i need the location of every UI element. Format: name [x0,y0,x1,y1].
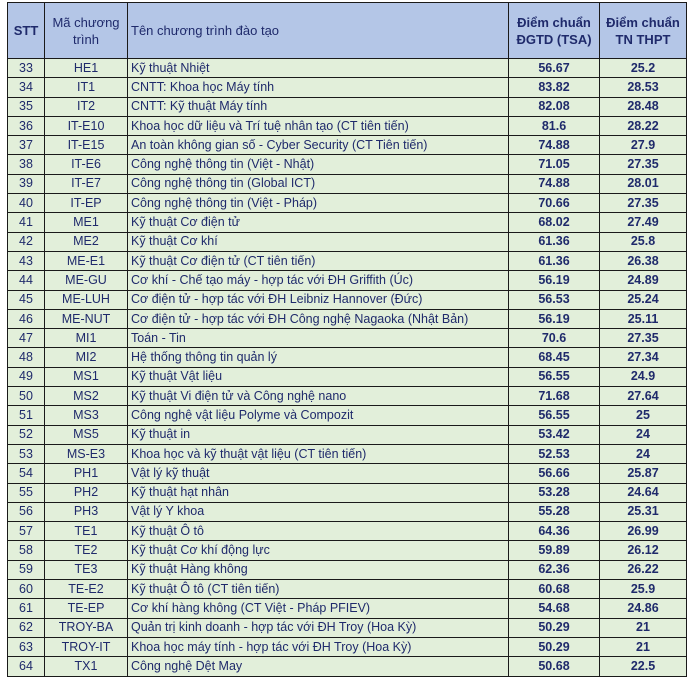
cell-program-code: IT-E10 [45,116,128,135]
table-row [8,502,687,521]
table-row [8,406,687,425]
table-row [8,657,687,676]
cell-tsa-score: 56.19 [509,309,600,328]
table-row [8,348,687,367]
cell-program-name: Khoa học máy tính - hợp tác với ĐH Troy (Hoa Kỳ) [128,637,509,656]
header-program-name: Tên chương trình đào tạo [128,3,509,59]
cell-stt: 42 [8,232,45,251]
cell-program-name: Kỹ thuật in [128,425,509,444]
cell-tsa-score: 68.45 [509,348,600,367]
cell-stt: 54 [8,464,45,483]
cell-tsa-score: 74.88 [509,174,600,193]
cell-program-code: TE2 [45,541,128,560]
table-row [8,174,687,193]
cell-program-name: Công nghệ vật liệu Polyme và Compozit [128,406,509,425]
cell-program-code: TE-E2 [45,580,128,599]
cell-program-name: Kỹ thuật Cơ điện tử [128,213,509,232]
table-row [8,271,687,290]
cell-program-name: Kỹ thuật Nhiệt [128,59,509,78]
cell-program-name: Cơ điện tử - hợp tác với ĐH Leibniz Hannover (Đức) [128,290,509,309]
cell-stt: 39 [8,174,45,193]
cell-stt: 64 [8,657,45,676]
cell-program-code: TE3 [45,560,128,579]
header-row [8,3,687,59]
cell-program-code: IT2 [45,97,128,116]
header-tsa-score [509,3,600,59]
header-stt: STT [8,3,45,59]
cell-tsa-score: 59.89 [509,541,600,560]
cell-program-name: Công nghệ thông tin (Việt - Pháp) [128,194,509,213]
cell-thpt-score: 25.9 [600,580,687,599]
cell-thpt-score: 21 [600,618,687,637]
cell-tsa-score: 61.36 [509,232,600,251]
table-row [8,637,687,656]
table-row [8,367,687,386]
cell-thpt-score: 27.9 [600,136,687,155]
cell-program-code: PH3 [45,502,128,521]
cell-tsa-score: 82.08 [509,97,600,116]
cell-stt: 47 [8,329,45,348]
table-row [8,541,687,560]
cell-program-name: Kỹ thuật hạt nhân [128,483,509,502]
table-row [8,155,687,174]
cell-stt: 33 [8,59,45,78]
cell-tsa-score: 64.36 [509,522,600,541]
cell-program-code: TE-EP [45,599,128,618]
cell-program-name: Kỹ thuật Ô tô [128,522,509,541]
cell-thpt-score: 25 [600,406,687,425]
cell-thpt-score: 25.87 [600,464,687,483]
cell-program-name: Khoa học dữ liệu và Trí tuệ nhân tạo (CT tiên tiến) [128,116,509,135]
cell-thpt-score: 28.01 [600,174,687,193]
cell-program-code: HE1 [45,59,128,78]
cell-thpt-score: 25.8 [600,232,687,251]
table-row [8,136,687,155]
cell-thpt-score: 26.12 [600,541,687,560]
cell-tsa-score: 70.6 [509,329,600,348]
cell-program-name: Cơ khí - Chế tạo máy - hợp tác với ĐH Griffith (Úc) [128,271,509,290]
cell-program-code: MS3 [45,406,128,425]
cell-stt: 49 [8,367,45,386]
table-row [8,59,687,78]
admission-scores-table-container [7,2,687,677]
cell-tsa-score: 56.19 [509,271,600,290]
cell-stt: 52 [8,425,45,444]
table-header [8,3,687,59]
cell-stt: 62 [8,618,45,637]
cell-thpt-score: 27.35 [600,155,687,174]
cell-program-name: Kỹ thuật Vi điện tử và Công nghệ nano [128,387,509,406]
cell-stt: 34 [8,78,45,97]
table-row [8,599,687,618]
cell-tsa-score: 52.53 [509,444,600,463]
cell-stt: 53 [8,444,45,463]
cell-program-name: Kỹ thuật Ô tô (CT tiên tiến) [128,580,509,599]
cell-program-name: Công nghệ Dệt May [128,657,509,676]
table-row [8,251,687,270]
cell-program-name: Cơ khí hàng không (CT Việt - Pháp PFIEV) [128,599,509,618]
header-program-code-label: Mã chương trình [52,14,120,47]
cell-thpt-score: 25.31 [600,502,687,521]
cell-program-code: IT-EP [45,194,128,213]
cell-tsa-score: 50.68 [509,657,600,676]
cell-program-code: ME-NUT [45,309,128,328]
cell-thpt-score: 24.86 [600,599,687,618]
cell-tsa-score: 74.88 [509,136,600,155]
cell-program-name: Công nghệ thông tin (Việt - Nhật) [128,155,509,174]
cell-stt: 37 [8,136,45,155]
cell-program-code: ME2 [45,232,128,251]
cell-program-code: MI2 [45,348,128,367]
cell-program-code: ME-GU [45,271,128,290]
cell-stt: 40 [8,194,45,213]
cell-thpt-score: 27.35 [600,329,687,348]
table-row [8,444,687,463]
header-thpt-score-label: Điểm chuẩn TN THPT [606,14,680,47]
cell-thpt-score: 22.5 [600,657,687,676]
cell-tsa-score: 55.28 [509,502,600,521]
cell-program-code: IT1 [45,78,128,97]
cell-thpt-score: 27.35 [600,194,687,213]
cell-tsa-score: 56.67 [509,59,600,78]
cell-thpt-score: 24.9 [600,367,687,386]
cell-stt: 45 [8,290,45,309]
cell-program-name: Kỹ thuật Vật liệu [128,367,509,386]
cell-program-name: Toán - Tin [128,329,509,348]
header-tsa-score-label: Điểm chuẩn ĐGTD (TSA) [516,14,592,47]
table-row [8,618,687,637]
cell-tsa-score: 70.66 [509,194,600,213]
cell-tsa-score: 56.53 [509,290,600,309]
cell-thpt-score: 25.24 [600,290,687,309]
cell-program-code: MS1 [45,367,128,386]
table-row [8,290,687,309]
cell-stt: 48 [8,348,45,367]
cell-thpt-score: 24.89 [600,271,687,290]
table-row [8,425,687,444]
cell-program-code: PH1 [45,464,128,483]
table-row [8,78,687,97]
cell-thpt-score: 26.99 [600,522,687,541]
table-row [8,560,687,579]
cell-tsa-score: 83.82 [509,78,600,97]
cell-tsa-score: 53.42 [509,425,600,444]
cell-program-code: IT-E6 [45,155,128,174]
cell-stt: 50 [8,387,45,406]
table-row [8,213,687,232]
cell-program-code: TE1 [45,522,128,541]
cell-tsa-score: 62.36 [509,560,600,579]
cell-thpt-score: 28.48 [600,97,687,116]
table-row [8,116,687,135]
admission-scores-table [7,2,687,677]
cell-stt: 61 [8,599,45,618]
cell-tsa-score: 71.68 [509,387,600,406]
cell-thpt-score: 24 [600,425,687,444]
cell-stt: 46 [8,309,45,328]
cell-thpt-score: 27.34 [600,348,687,367]
cell-thpt-score: 28.22 [600,116,687,135]
cell-program-code: ME-LUH [45,290,128,309]
table-body [8,59,687,677]
cell-program-name: Quản trị kinh doanh - hợp tác với ĐH Troy (Hoa Kỳ) [128,618,509,637]
table-row [8,580,687,599]
cell-stt: 41 [8,213,45,232]
cell-program-name: Kỹ thuật Cơ điện tử (CT tiên tiến) [128,251,509,270]
cell-stt: 57 [8,522,45,541]
cell-program-code: IT-E15 [45,136,128,155]
cell-program-code: TROY-IT [45,637,128,656]
cell-tsa-score: 61.36 [509,251,600,270]
cell-program-name: Kỹ thuật Hàng không [128,560,509,579]
cell-tsa-score: 60.68 [509,580,600,599]
cell-thpt-score: 26.22 [600,560,687,579]
cell-program-name: An toàn không gian số - Cyber Security (CT Tiên tiến) [128,136,509,155]
cell-program-name: Khoa học và kỹ thuật vật liệu (CT tiên tiến) [128,444,509,463]
cell-program-code: ME1 [45,213,128,232]
cell-tsa-score: 56.66 [509,464,600,483]
table-row [8,97,687,116]
cell-program-code: TROY-BA [45,618,128,637]
cell-program-code: IT-E7 [45,174,128,193]
header-thpt-score [600,3,687,59]
cell-stt: 63 [8,637,45,656]
cell-tsa-score: 53.28 [509,483,600,502]
cell-thpt-score: 25.2 [600,59,687,78]
cell-program-name: Vật lý kỹ thuật [128,464,509,483]
cell-program-code: MI1 [45,329,128,348]
cell-stt: 56 [8,502,45,521]
cell-program-name: Vật lý Y khoa [128,502,509,521]
cell-program-name: Kỹ thuật Cơ khí động lực [128,541,509,560]
table-row [8,387,687,406]
cell-tsa-score: 50.29 [509,618,600,637]
cell-program-name: Cơ điện tử - hợp tác với ĐH Công nghệ Nagaoka (Nhật Bản) [128,309,509,328]
header-program-code [45,3,128,59]
cell-stt: 60 [8,580,45,599]
cell-program-code: TX1 [45,657,128,676]
table-row [8,522,687,541]
cell-program-name: CNTT: Kỹ thuật Máy tính [128,97,509,116]
cell-tsa-score: 81.6 [509,116,600,135]
cell-program-code: MS2 [45,387,128,406]
cell-stt: 44 [8,271,45,290]
cell-program-code: PH2 [45,483,128,502]
cell-program-code: ME-E1 [45,251,128,270]
cell-thpt-score: 26.38 [600,251,687,270]
cell-stt: 43 [8,251,45,270]
cell-tsa-score: 56.55 [509,406,600,425]
cell-stt: 36 [8,116,45,135]
cell-thpt-score: 27.49 [600,213,687,232]
cell-stt: 35 [8,97,45,116]
cell-stt: 55 [8,483,45,502]
cell-program-code: MS-E3 [45,444,128,463]
cell-thpt-score: 21 [600,637,687,656]
cell-thpt-score: 28.53 [600,78,687,97]
cell-stt: 58 [8,541,45,560]
table-row [8,329,687,348]
table-row [8,232,687,251]
table-row [8,309,687,328]
cell-tsa-score: 56.55 [509,367,600,386]
table-row [8,483,687,502]
cell-tsa-score: 71.05 [509,155,600,174]
cell-tsa-score: 68.02 [509,213,600,232]
cell-tsa-score: 54.68 [509,599,600,618]
cell-thpt-score: 24 [600,444,687,463]
cell-tsa-score: 50.29 [509,637,600,656]
cell-stt: 38 [8,155,45,174]
table-row [8,464,687,483]
cell-stt: 51 [8,406,45,425]
cell-program-name: Hệ thống thông tin quản lý [128,348,509,367]
cell-stt: 59 [8,560,45,579]
cell-thpt-score: 25.11 [600,309,687,328]
cell-program-name: CNTT: Khoa học Máy tính [128,78,509,97]
cell-program-name: Kỹ thuật Cơ khí [128,232,509,251]
cell-program-name: Công nghệ thông tin (Global ICT) [128,174,509,193]
cell-program-code: MS5 [45,425,128,444]
table-row [8,194,687,213]
cell-thpt-score: 24.64 [600,483,687,502]
cell-thpt-score: 27.64 [600,387,687,406]
